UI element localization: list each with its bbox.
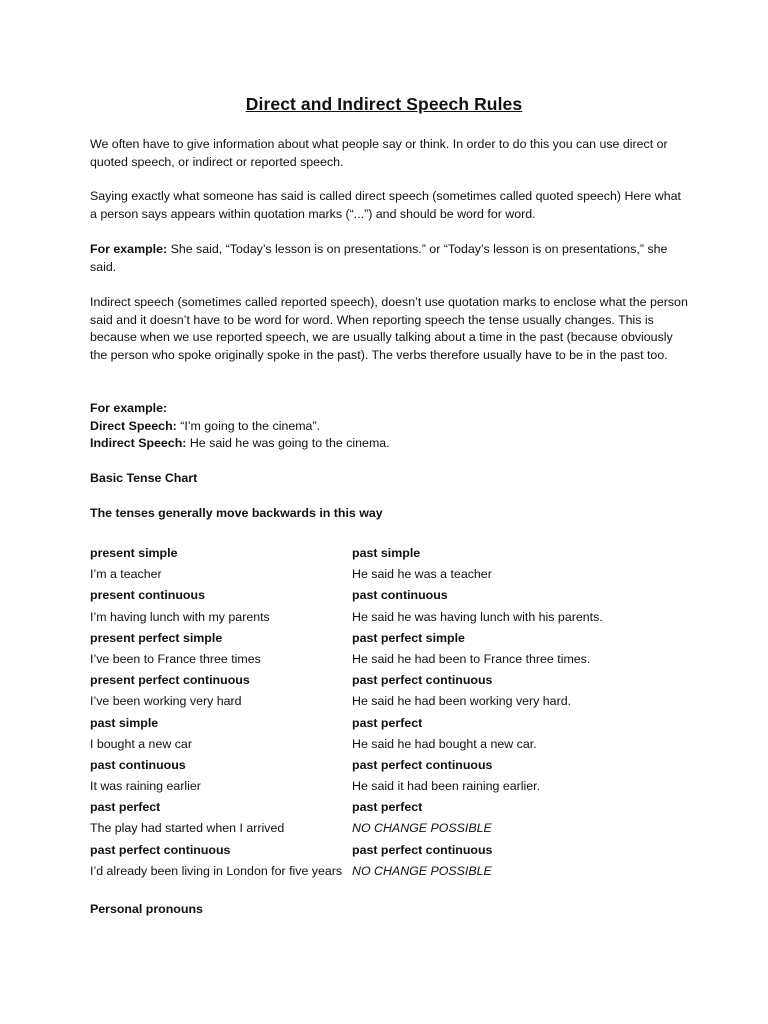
indirect-speech-example bbox=[90, 435, 390, 453]
tense-right-cell: past perfect bbox=[352, 715, 423, 730]
tense-left-cell: I’m a teacher bbox=[90, 567, 162, 582]
tense-right-cell: NO CHANGE POSSIBLE bbox=[352, 863, 492, 878]
example-block-label: For example: bbox=[90, 401, 168, 415]
direct-speech-label: Direct Speech: bbox=[90, 418, 177, 433]
tense-left-cell: I’ve been to France three times bbox=[90, 651, 261, 666]
tense-right-cell: past simple bbox=[352, 546, 421, 560]
tense-right-cell: past continuous bbox=[352, 588, 448, 603]
tense-right-cell: NO CHANGE POSSIBLE bbox=[352, 821, 492, 836]
tense-left-cell: present continuous bbox=[90, 588, 205, 603]
tense-right-cell: He said he was having lunch with his parents. bbox=[352, 609, 603, 624]
tense-left-cell: past perfect continuous bbox=[90, 842, 231, 857]
tense-left-cell: past simple bbox=[90, 715, 159, 730]
direct-speech-text: “I’m going to the cinema”. bbox=[176, 418, 321, 433]
direct-speech-example bbox=[90, 418, 390, 436]
tense-left-cell: past continuous bbox=[90, 757, 186, 772]
tense-left-cell: I’ve been working very hard bbox=[90, 694, 242, 709]
tense-right-cell: past perfect simple bbox=[352, 630, 465, 645]
direct-speech-example-paragraph bbox=[90, 241, 690, 276]
indirect-speech-label: Indirect Speech: bbox=[90, 436, 187, 450]
example-block bbox=[90, 400, 390, 453]
intro-paragraph: We often have to give information about what people say or think. In order to do this you can use direct or quoted speech, or indirect or reported speech. bbox=[90, 137, 668, 169]
page-title: Direct and Indirect Speech Rules bbox=[245, 94, 523, 114]
tense-right-cell: past perfect continuous bbox=[352, 757, 493, 772]
tense-chart-heading: Basic Tense Chart bbox=[90, 471, 198, 485]
indirect-speech-paragraph: Indirect speech (sometimes called reported speech), doesn’t use quotation marks to enclose what the person said and it doesn’t have to be word for word. When reporting speech the tense usually changes. This is because when we use reported speech, we are usually talking about a time in the past (because obviously the person who spoke originally spoke in the past). The verbs therefore usually have to be in the past too. bbox=[90, 295, 688, 362]
tense-right-cell: past perfect bbox=[352, 800, 423, 815]
tense-right-cell: He said it had been raining earlier. bbox=[352, 779, 541, 794]
tense-left-cell: I bought a new car bbox=[90, 736, 192, 751]
tense-left-cell: It was raining earlier bbox=[90, 779, 201, 794]
tense-left-cell: past perfect bbox=[90, 800, 161, 815]
tense-left-cell: The play had started when I arrived bbox=[90, 821, 285, 836]
personal-pronouns-heading: Personal pronouns bbox=[90, 902, 203, 916]
tense-right-cell: He said he had been to France three times. bbox=[352, 651, 591, 666]
example-text: She said, “Today’s lesson is on presentations.” or “Today’s lesson is on presentations,” she said. bbox=[90, 242, 668, 274]
tense-right-cell: He said he had been working very hard. bbox=[352, 694, 572, 709]
tense-right-cell: He said he was a teacher bbox=[352, 567, 492, 582]
tense-left-cell: present simple bbox=[90, 546, 178, 560]
tense-left-cell: I’m having lunch with my parents bbox=[90, 609, 270, 624]
tense-right-cell: past perfect continuous bbox=[352, 842, 493, 857]
tense-right-cell: past perfect continuous bbox=[352, 673, 493, 688]
tense-right-cell: He said he had bought a new car. bbox=[352, 736, 537, 751]
tense-chart-subheading: The tenses generally move backwards in this way bbox=[90, 506, 383, 520]
direct-speech-paragraph: Saying exactly what someone has said is called direct speech (sometimes called quoted speech) Here what a person says appears within quotation marks (“...”) and should be word for word. bbox=[90, 189, 681, 221]
example-label: For example: bbox=[90, 242, 168, 256]
indirect-speech-text: He said he was going to the cinema. bbox=[186, 436, 390, 450]
tense-left-cell: present perfect continuous bbox=[90, 673, 250, 688]
tense-left-cell: I’d already been living in London for five years bbox=[90, 863, 343, 878]
tense-left-cell: present perfect simple bbox=[90, 630, 223, 645]
